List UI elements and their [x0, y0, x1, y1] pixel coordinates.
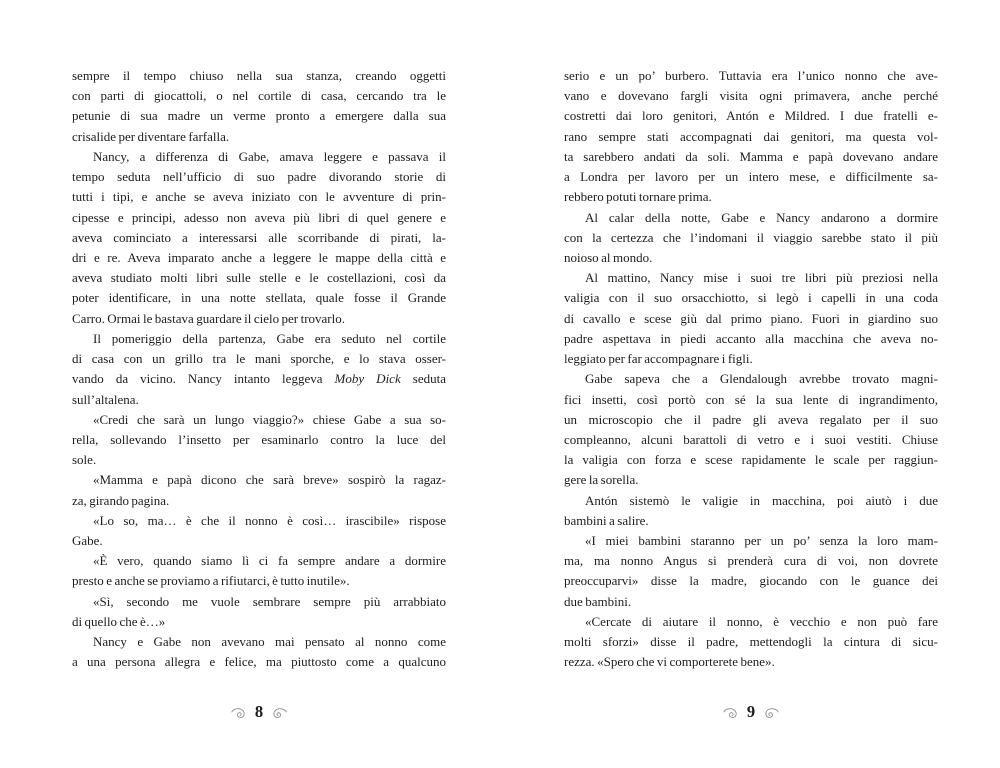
text-line: «Mamma e papà dicono che sarà breve» sospirò la ragaz- — [93, 472, 446, 488]
page-left-text-column — [72, 66, 446, 673]
text-line: costretti dai loro genitori, Antón e Mildred. I due fratelli e- — [564, 108, 938, 124]
page-number: 9 — [746, 702, 756, 721]
text-line: «Cercate di aiutare il nonno, è vecchio e non può fare — [585, 613, 938, 629]
text-line: di cavallo e scese giù dal primo piano. Fuori in giardino suo — [564, 310, 938, 326]
text-line: ma, ma nonno Angus si prenderà cura di voi, non dovrete — [564, 553, 938, 569]
text-line: Antón sistemò le valigie in macchina, poi aiutò i due — [585, 492, 938, 508]
swirl-ornament-icon — [723, 707, 739, 720]
text-line: rebbero potuti tornare prima. — [564, 189, 712, 205]
text-line: Gabe sapeva che a Glendalough avrebbe trovato magni- — [585, 371, 938, 387]
text-line: petunie di sua madre un verme pronto a emergere dalla sua — [72, 108, 446, 124]
text-line: compleanno, alcuni barattoli di vetro e i suoi vestiti. Chiuse — [564, 431, 938, 447]
text-line: noioso al mondo. — [564, 249, 653, 265]
page-right-footer — [564, 704, 938, 723]
text-line: la valigia con forza e scese rapidamente le scale per raggiun- — [564, 452, 938, 468]
text-line: «Credi che sarà un lungo viaggio?» chiese Gabe a sua so- — [93, 411, 446, 427]
text-line: sempre il tempo chiuso nella sua stanza, creando oggetti — [72, 68, 446, 83]
text-line: serio e un po’ burbero. Tuttavia era l’unico nonno che ave- — [564, 68, 938, 83]
text-line: Nancy e Gabe non avevano mai pensato al nonno come — [93, 634, 446, 650]
text-line: Gabe. — [72, 533, 103, 549]
text-line: aveva cominciato a interessarsi alle scorribande di pirati, la- — [72, 229, 446, 245]
text-line: presto e anche se proviamo a rifiutarci, è tutto inutile». — [72, 573, 350, 589]
text-line: poter identificare, in una notte stellata, quale fosse il Grande — [72, 290, 446, 306]
text-line: due bambini. — [564, 593, 632, 609]
text-line: Il pomeriggio della partenza, Gabe era seduto nel cortile — [93, 330, 446, 346]
text-line: «Sì, secondo me vuole sembrare sempre più arrabbiato — [93, 593, 446, 609]
text-line: Al calar della notte, Gabe e Nancy andarono a dormire — [585, 209, 938, 225]
page-left — [72, 66, 446, 766]
text-line: Carro. Ormai le bastava guardare il cielo per trovarlo. — [72, 310, 345, 326]
text-line: preoccuparvi» disse la madre, giocando con le guance dei — [564, 573, 938, 589]
text-line: padre aspettava in piedi accanto alla macchina che aveva no- — [564, 330, 938, 346]
swirl-ornament-icon — [763, 707, 779, 720]
page-right — [564, 66, 938, 766]
text-line: valigia con il suo orsacchiotto, si legò i capelli in una coda — [564, 290, 938, 306]
text-line: un microscopio che il padre gli aveva regalato per il suo — [564, 411, 938, 427]
text-line: molti sforzi» disse il padre, mettendogli la cintura di sicu- — [564, 634, 938, 650]
text-line: con la certezza che l’indomani il viaggio sarebbe stato il più — [564, 229, 938, 245]
text-line: rezza. «Spero che vi comporterete bene». — [564, 654, 775, 670]
text-line: Al mattino, Nancy mise i suoi tre libri più preziosi nella — [585, 270, 938, 286]
text-line: sull’altalena. — [72, 391, 139, 407]
text-line: «I miei bambini staranno per un po’ senza la loro mam- — [585, 533, 938, 549]
page-number: 8 — [254, 702, 264, 721]
text-line: fici insetti, così portò con sé la sua lente di ingrandimento, — [564, 391, 938, 407]
text-line: «Lo so, ma… è che il nonno è così… irascibile» rispose — [93, 512, 446, 528]
text-line: di quello che è…» — [72, 613, 166, 629]
text-line: con parti di giocattoli, o nel cortile di casa, cercando tra le — [72, 88, 446, 104]
text-line: a una persona allegra e felice, ma piuttosto come a qualcuno — [72, 654, 446, 670]
text-line: a Londra per lavoro per un intero mese, e difficilmente sa- — [564, 169, 938, 185]
swirl-ornament-icon — [231, 707, 247, 720]
text-line: rano sempre stati accompagnati dai genitori, ma questa vol- — [564, 128, 938, 144]
text-line: vano e dovevano fargli visita ogni primavera, anche perché — [564, 88, 938, 104]
page-right-text-column — [564, 66, 938, 673]
text-line: ta sarebbero andati da soli. Mamma e papà dovevano andare — [564, 148, 938, 164]
text-line: vando da vicino. Nancy intanto leggeva Moby Dick seduta — [72, 371, 446, 387]
page-left-footer — [72, 704, 446, 723]
text-line: di casa con un grillo tra le mani sporche, e lo stava osser- — [72, 351, 446, 367]
text-line: gere la sorella. — [564, 472, 639, 488]
text-line: Nancy, a differenza di Gabe, amava leggere e passava il — [93, 148, 446, 164]
swirl-ornament-icon — [271, 707, 287, 720]
text-line: bambini a salire. — [564, 512, 649, 528]
text-line: aveva studiato molti libri sulle stelle e le costellazioni, così da — [72, 270, 446, 286]
text-line: cipesse e principi, adesso non aveva più libri di quel genere e — [72, 209, 446, 225]
text-line: tempo seduta nell’ufficio di suo padre divorando storie di — [72, 169, 446, 185]
text-line: za, girando pagina. — [72, 492, 170, 508]
text-line: sole. — [72, 452, 97, 468]
text-line: rella, sollevando l’insetto per esaminarlo contro la luce del — [72, 431, 446, 447]
text-line: «È vero, quando siamo lì ci fa sempre andare a dormire — [93, 553, 446, 569]
text-line: tutti i tipi, e anche se aveva iniziato con le avventure di prin- — [72, 189, 446, 205]
text-line: dri e re. Aveva imparato anche a leggere le mappe della città e — [72, 249, 446, 265]
text-line: leggiato per far accompagnare i figli. — [564, 351, 753, 367]
text-line: crisalide per diventare farfalla. — [72, 128, 230, 144]
